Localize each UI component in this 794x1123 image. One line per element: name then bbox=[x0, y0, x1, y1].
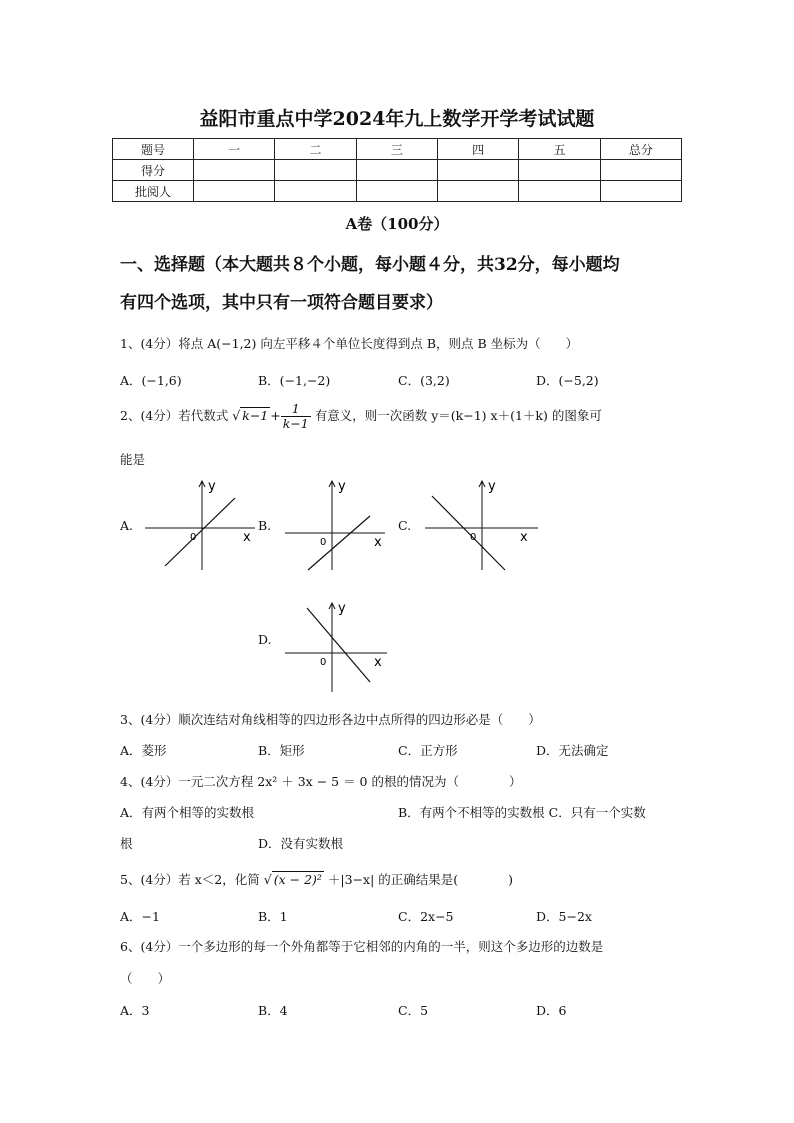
graph-c bbox=[420, 478, 545, 573]
q5-option-b[interactable]: B．1 bbox=[258, 909, 288, 924]
q4-option-bc[interactable]: B．有两个不相等的实数根 C．只有一个实数 bbox=[398, 805, 646, 820]
score-table bbox=[112, 138, 682, 202]
q4-option-c-continued: 根 bbox=[120, 836, 133, 851]
q5-suffix: ＋|3−x| 的正确结果是( ) bbox=[327, 872, 514, 887]
graph-b bbox=[280, 478, 390, 573]
q1-option-d[interactable]: D．(−5,2) bbox=[536, 373, 599, 388]
score-cell[interactable] bbox=[600, 160, 681, 181]
graph-d-origin: 0 bbox=[320, 657, 327, 668]
graph-d-x-label: x bbox=[374, 655, 382, 670]
q2-option-c[interactable]: C. bbox=[398, 518, 412, 533]
q5-option-c[interactable]: C．2x−5 bbox=[398, 909, 454, 924]
graph-c-line bbox=[432, 496, 505, 570]
q2-frac-den: k−1 bbox=[282, 416, 309, 431]
graph-a-y-label: y bbox=[208, 479, 216, 494]
question-3-stem: 3、(4分）顺次连结对角线相等的四边形各边中点所得的四边形必是（ ） bbox=[120, 712, 541, 727]
graph-a-x-label: x bbox=[243, 530, 251, 545]
table-header-cell: 二 bbox=[275, 139, 356, 160]
reviewer-cell[interactable] bbox=[194, 181, 275, 202]
graph-c-y-label: y bbox=[488, 479, 496, 494]
question-1-stem: 1、(4分）将点 A(−1,2) 向左平移４个单位长度得到点 B，则点 B 坐标为（ ） bbox=[120, 336, 579, 351]
table-header-cell: 一 bbox=[194, 139, 275, 160]
table-header-cell: 总分 bbox=[600, 139, 681, 160]
table-header-cell: 五 bbox=[519, 139, 600, 160]
q2-fraction bbox=[281, 402, 311, 431]
graph-c-x-label: x bbox=[520, 530, 528, 545]
q4-option-a[interactable]: A．有两个相等的实数根 bbox=[120, 805, 255, 820]
reviewer-cell[interactable] bbox=[356, 181, 437, 202]
q2-suffix: 有意义，则一次函数 y＝(k−1) x＋(1＋k) 的图象可 bbox=[314, 408, 602, 423]
score-cell[interactable] bbox=[194, 160, 275, 181]
q4-option-d[interactable]: D．没有实数根 bbox=[258, 836, 344, 851]
reviewer-cell[interactable] bbox=[437, 181, 518, 202]
table-header-cell: 三 bbox=[356, 139, 437, 160]
q1-option-b[interactable]: B．(−1,−2) bbox=[258, 373, 331, 388]
graph-b-origin: 0 bbox=[320, 537, 327, 548]
q3-option-c[interactable]: C．正方形 bbox=[398, 743, 458, 758]
table-header-cell: 题号 bbox=[113, 139, 194, 160]
table-row bbox=[113, 139, 682, 160]
reviewer-cell[interactable] bbox=[600, 181, 681, 202]
q6-option-b[interactable]: B．4 bbox=[258, 1003, 288, 1018]
table-header-cell: 四 bbox=[437, 139, 518, 160]
question-6-stem: 6、(4分）一个多边形的每一个外角都等于它相邻的内角的一半，则这个多边形的边数是 bbox=[120, 939, 604, 954]
q2-plus: + bbox=[270, 408, 281, 423]
q3-option-a[interactable]: A．菱形 bbox=[120, 743, 167, 758]
question-4-stem: 4、(4分）一元二次方程 2x² ＋ 3x − 5 ＝ 0 的根的情况为（ ） bbox=[120, 774, 522, 789]
table-row-label: 批阅人 bbox=[113, 181, 194, 202]
q2-prefix: 2、(4分）若代数式 bbox=[120, 408, 229, 423]
q1-option-a[interactable]: A．(−1,6) bbox=[120, 373, 182, 388]
volume-heading: A卷（100分） bbox=[345, 215, 449, 233]
graph-b-line bbox=[308, 516, 370, 570]
page-title: 益阳市重点中学2024年九上数学开学考试试题 bbox=[199, 108, 595, 130]
reviewer-cell[interactable] bbox=[275, 181, 356, 202]
q2-option-d[interactable]: D. bbox=[258, 632, 272, 647]
q5-radicand: (x − 2)² bbox=[273, 872, 322, 887]
q1-option-c[interactable]: C．(3,2) bbox=[398, 373, 450, 388]
question-2-stem: 2、(4分）若代数式 √ k−1 + $\frac{1}{k-1}$ 有意义，则一次函数 y＝(k−1) x＋(1＋k) 的图象可 bbox=[120, 401, 602, 431]
graph-d-y-label: y bbox=[338, 601, 346, 616]
graph-b-x-label: x bbox=[374, 535, 382, 550]
section-heading-line2: 有四个选项，其中只有一项符合题目要求） bbox=[120, 293, 443, 313]
graph-b-y-label: y bbox=[338, 479, 346, 494]
section-heading-line1: 一、选择题（本大题共８个小题，每小题４分，共32分，每小题均 bbox=[120, 255, 620, 275]
score-cell[interactable] bbox=[356, 160, 437, 181]
q3-option-d[interactable]: D．无法确定 bbox=[536, 743, 609, 758]
q6-option-a[interactable]: A．3 bbox=[120, 1003, 150, 1018]
question-6-line2: （ ） bbox=[120, 971, 171, 986]
graph-a bbox=[140, 478, 260, 573]
q5-option-d[interactable]: D．5−2x bbox=[536, 909, 592, 924]
score-cell[interactable] bbox=[437, 160, 518, 181]
q2-option-b[interactable]: B. bbox=[258, 518, 272, 533]
reviewer-cell[interactable] bbox=[519, 181, 600, 202]
graph-d bbox=[282, 600, 392, 695]
score-cell[interactable] bbox=[275, 160, 356, 181]
score-cell[interactable] bbox=[519, 160, 600, 181]
table-row-label: 得分 bbox=[113, 160, 194, 181]
q5-prefix: 5、(4分）若 x＜2，化简 bbox=[120, 872, 260, 887]
q2-option-a[interactable]: A. bbox=[120, 518, 134, 533]
q5-option-a[interactable]: A．−1 bbox=[120, 909, 160, 924]
graph-a-origin: 0 bbox=[190, 532, 197, 543]
q2-radicand: k−1 bbox=[242, 408, 269, 423]
question-2-line2: 能是 bbox=[120, 452, 146, 467]
q3-option-b[interactable]: B．矩形 bbox=[258, 743, 305, 758]
table-row bbox=[113, 160, 682, 181]
q6-option-d[interactable]: D．6 bbox=[536, 1003, 567, 1018]
q6-option-c[interactable]: C．5 bbox=[398, 1003, 429, 1018]
graph-d-line bbox=[307, 608, 370, 682]
table-row bbox=[113, 181, 682, 202]
question-5-stem: 5、(4分）若 x＜2，化简 √ (x − 2)² ＋|3−x| 的正确结果是( ) bbox=[120, 872, 514, 887]
graph-c-origin: 0 bbox=[470, 532, 477, 543]
q2-frac-num: 1 bbox=[281, 402, 311, 417]
graph-a-line bbox=[165, 498, 235, 566]
